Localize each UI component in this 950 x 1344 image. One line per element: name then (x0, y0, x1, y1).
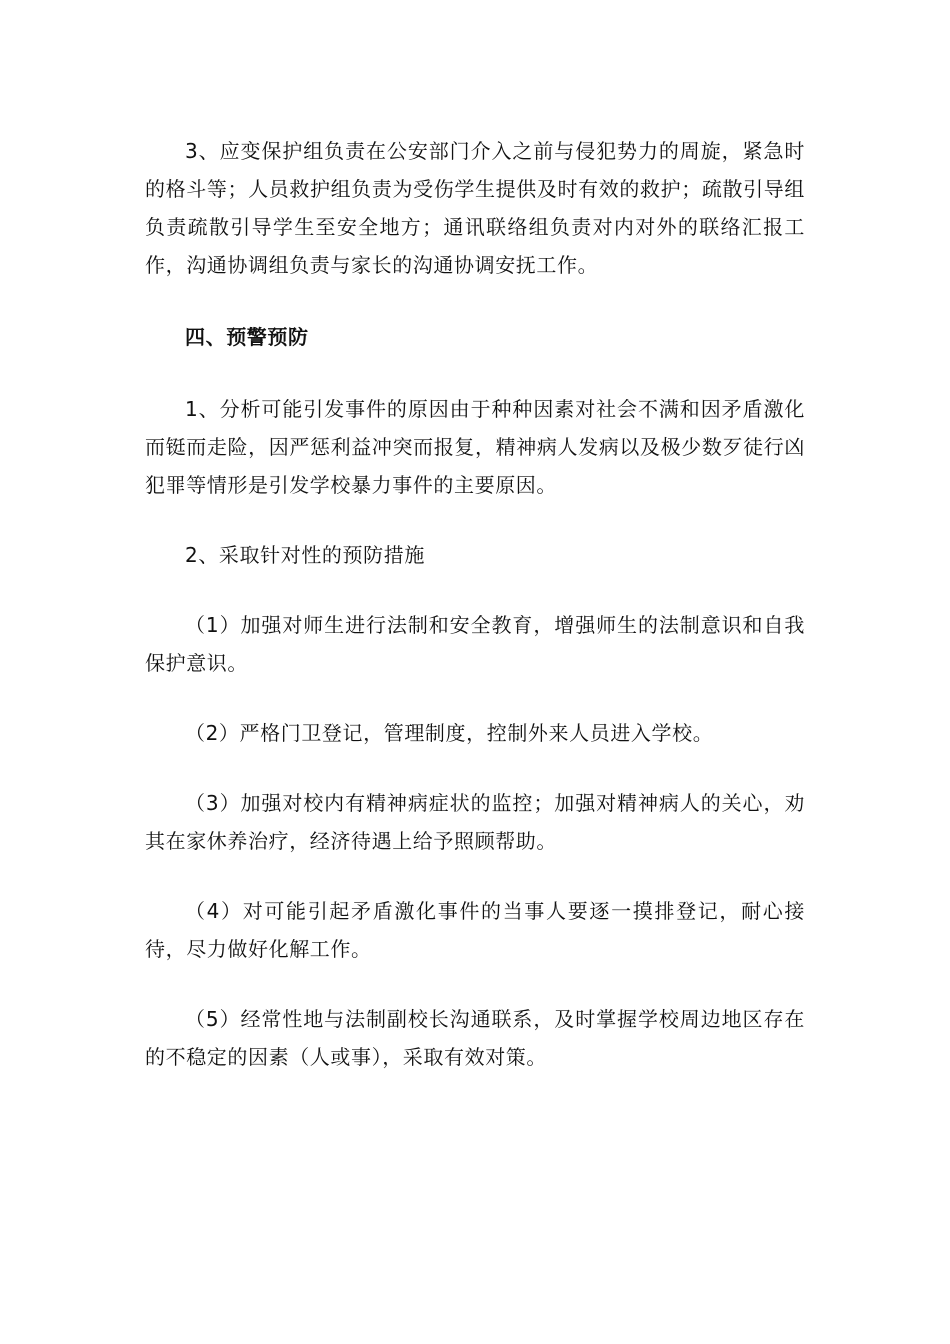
paragraph-cause-analysis: 1、分析可能引发事件的原因由于种种因素对社会不满和因矛盾激化而铤而走险，因严惩利益冲突而报复，精神病人发病以及极少数歹徒行凶犯罪等情形是引发学校暴力事件的主要原因。 (145, 397, 805, 497)
paragraph-measure-1: （1）加强对师生进行法制和安全教育，增强师生的法制意识和自我保护意识。 (145, 613, 805, 675)
paragraph-measure-2: （2）严格门卫登记，管理制度，控制外来人员进入学校。 (185, 721, 714, 745)
paragraph-measure-4: （4）对可能引起矛盾激化事件的当事人要逐一摸排登记，耐心接待，尽力做好化解工作。 (145, 899, 805, 961)
paragraph-emergency-groups: 3、应变保护组负责在公安部门介入之前与侵犯势力的周旋，紧急时的格斗等；人员救护组负责为受伤学生提供及时有效的救护；疏散引导组负责疏散引导学生至安全地方；通讯联络组负责对内对外的联络汇报工作，沟通协调组负责与家长的沟通协调安抚工作。 (145, 139, 805, 277)
section-heading-early-warning: 四、预警预防 (185, 325, 309, 349)
document-page (145, 132, 805, 1076)
paragraph-measure-5: （5）经常性地与法制副校长沟通联系，及时掌握学校周边地区存在的不稳定的因素（人或事），采取有效对策。 (145, 1007, 805, 1069)
paragraph-prevention-measures-title: 2、采取针对性的预防措施 (185, 543, 425, 567)
paragraph-measure-3: （3）加强对校内有精神病症状的监控；加强对精神病人的关心，劝其在家休养治疗，经济待遇上给予照顾帮助。 (145, 791, 805, 853)
